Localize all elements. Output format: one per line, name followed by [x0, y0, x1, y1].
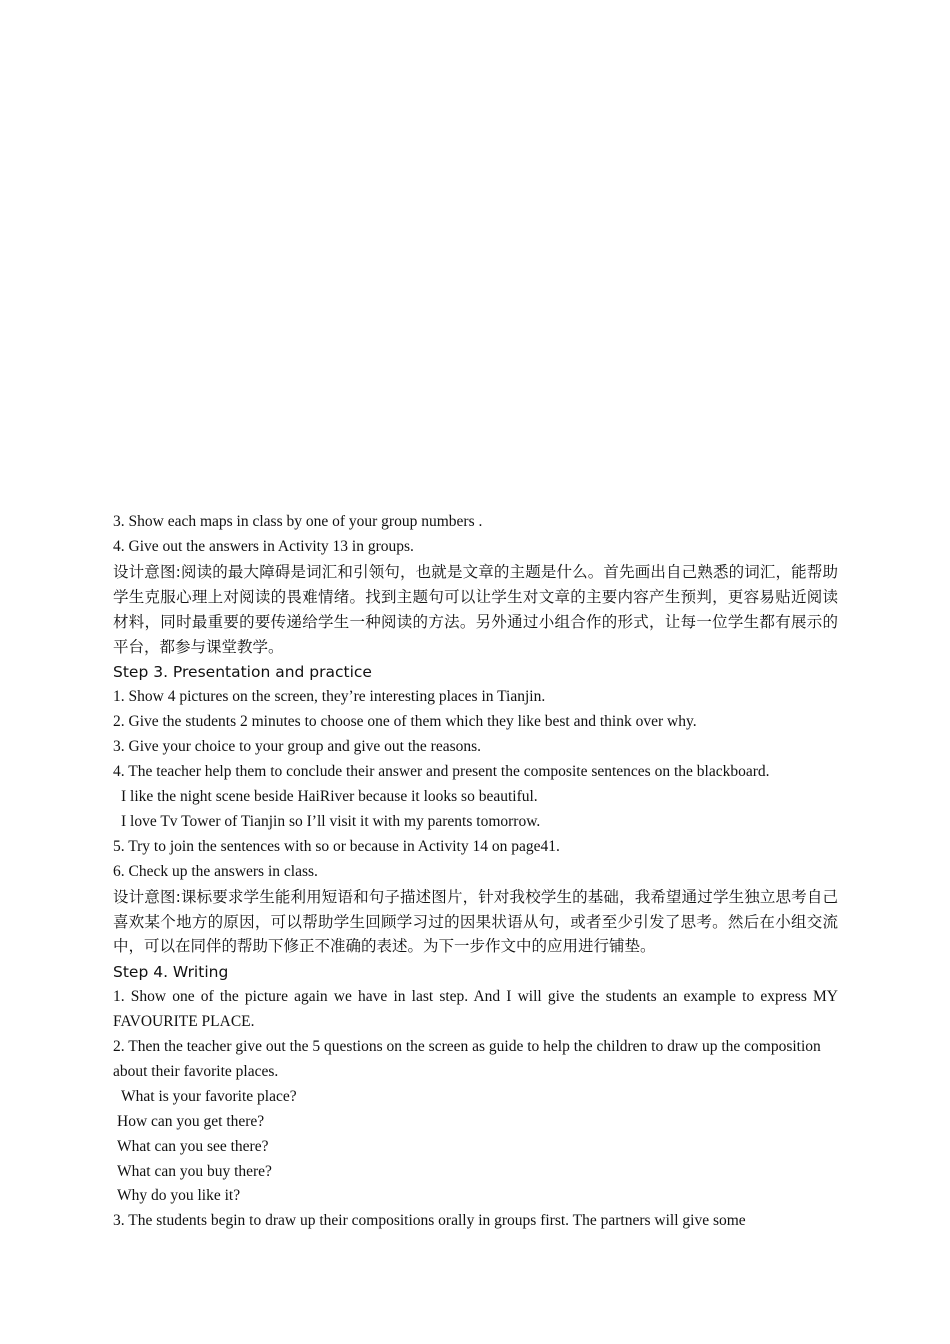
- design-intent-text-1: 阅读的最大障碍是词汇和引领句，也就是文章的主题是什么。首先画出自己熟悉的词汇，能帮助学生克服心理上对阅读的畏难情绪。找到主题句可以让学生对文章的主要内容产生预判，更容易贴近阅读材料，同时最重要的要传递给学生一种阅读的方法。另外通过小组合作的形式，让每一位学生都有展示的平台，都参与课堂教学。: [113, 563, 838, 656]
- step3-item-5: 5. Try to join the sentences with so or because in Activity 14 on page41.: [113, 837, 560, 855]
- step4-heading: Step 4. Writing: [113, 963, 229, 982]
- design-intent-paragraph-1: [113, 560, 838, 661]
- step2-item-3: 3. Show each maps in class by one of your group numbers .: [113, 513, 483, 530]
- step4-item-3: 3. The students begin to draw up their compositions orally in groups first. The partners will give some: [113, 1212, 746, 1230]
- step4-item-2: 2. Then the teacher give out the 5 questions on the screen as guide to help the children to draw up the composition about their favorite places.: [113, 1038, 821, 1080]
- design-intent-text-2: 课标要求学生能利用短语和句子描述图片，针对我校学生的基础，我希望通过学生独立思考自己喜欢某个地方的原因，可以帮助学生回顾学习过的因果状语从句，或者至少引发了思考。然后在小组交流中，可以在同伴的帮助下修正不准确的表述。为下一步作文中的应用进行铺垫。: [113, 888, 838, 956]
- design-intent-label: 设计意图:: [113, 562, 181, 581]
- step3-heading: Step 3. Presentation and practice: [113, 663, 372, 682]
- step4-question-3: What can you see there?: [117, 1137, 269, 1155]
- step4-question-5: Why do you like it?: [117, 1187, 241, 1205]
- design-intent-paragraph-2: [113, 885, 838, 961]
- step3-item-6: 6. Check up the answers in class.: [113, 862, 318, 880]
- step4-question-4: What can you buy there?: [117, 1162, 272, 1180]
- step3-item-3: 3. Give your choice to your group and give out the reasons.: [113, 738, 482, 756]
- step3-item-1: 1. Show 4 pictures on the screen, they’re interesting places in Tianjin.: [113, 688, 546, 706]
- step3-example-2: I love Tv Tower of Tianjin so I’ll visit it with my parents tomorrow.: [121, 812, 541, 830]
- document-page: [113, 510, 838, 1234]
- step2-item-4: 4. Give out the answers in Activity 13 in groups.: [113, 537, 414, 555]
- design-intent-label-2: 设计意图:: [113, 887, 181, 906]
- step4-question-2: How can you get there?: [117, 1112, 265, 1130]
- step3-item-2: 2. Give the students 2 minutes to choose one of them which they like best and think over why.: [113, 713, 697, 731]
- step4-question-1: What is your favorite place?: [121, 1087, 297, 1105]
- step3-example-1: I like the night scene beside HaiRiver because it looks so beautiful.: [121, 787, 538, 805]
- step4-item-1: 1. Show one of the picture again we have in last step. And I will give the students an example to express MY FAVOURITE PLACE.: [113, 988, 838, 1031]
- step3-item-4: 4. The teacher help them to conclude their answer and present the composite sentences on the blackboard.: [113, 763, 770, 781]
